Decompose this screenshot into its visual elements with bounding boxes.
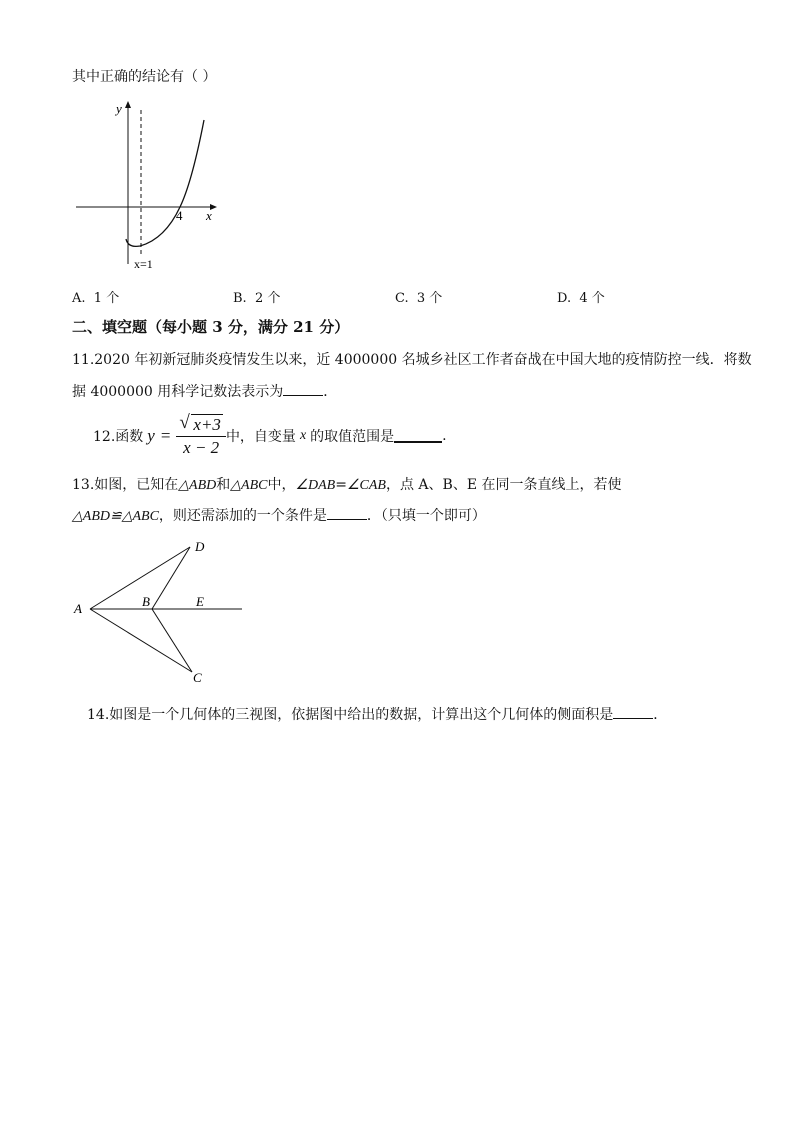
segment-bd [152, 547, 190, 609]
segment-ad [90, 547, 190, 609]
root-label: 4 [176, 208, 183, 223]
q12-line: 12.函数 y = √ x+3 x − 2 中，自变量 x 的取值范围是 . [93, 412, 447, 457]
point-c-label: C [193, 670, 202, 685]
option-c[interactable]: C. 3 个 [395, 291, 443, 306]
q13-line2: △ABD≌△ABC，则还需添加的一个条件是 ．（只填一个即可） [72, 508, 486, 524]
point-d-label: D [195, 539, 205, 554]
q13-line1: 13.如图，已知在△ABD和△ABC中，∠DAB=∠CAB，点 A、B、E 在同一条直线上，若使 [72, 477, 622, 493]
q13-triangle-figure [70, 536, 250, 688]
q11-line1: 11.2020 年初新冠肺炎疫情发生以来，近 4000000 名城乡社区工作者奋战在中国大地的疫情防控一线．将数 [72, 352, 752, 368]
option-d[interactable]: D. 4 个 [557, 291, 605, 306]
q11-answer-blank[interactable] [283, 383, 323, 396]
q10-stem: 其中正确的结论有（ ） [72, 69, 217, 85]
segment-ac [90, 609, 192, 672]
point-b-label: B [142, 594, 150, 609]
point-e-label: E [196, 594, 204, 609]
parabola-curve [126, 120, 204, 246]
y-axis-label: y [116, 101, 122, 116]
option-a[interactable]: A. 1 个 [72, 291, 120, 306]
q11-line2: 据 4000000 用科学记数法表示为 ． [72, 384, 338, 400]
q12-answer-blank[interactable] [394, 429, 442, 443]
symmetry-axis-label: x=1 [134, 257, 153, 271]
q12-fraction: √ x+3 x − 2 [176, 414, 226, 458]
point-a-label: A [74, 601, 82, 616]
q14-answer-blank[interactable] [613, 706, 653, 719]
q14-line: 14.如图是一个几何体的三视图，依据图中给出的数据，计算出这个几何体的侧面积是 ． [87, 707, 668, 723]
segment-bc [152, 609, 192, 672]
q13-answer-blank[interactable] [327, 507, 367, 520]
section-title: 二、填空题（每小题 3 分，满分 21 分） [72, 318, 350, 336]
q10-parabola-graph [70, 96, 230, 274]
option-b[interactable]: B. 2 个 [233, 291, 281, 306]
x-axis-label: x [206, 208, 212, 223]
